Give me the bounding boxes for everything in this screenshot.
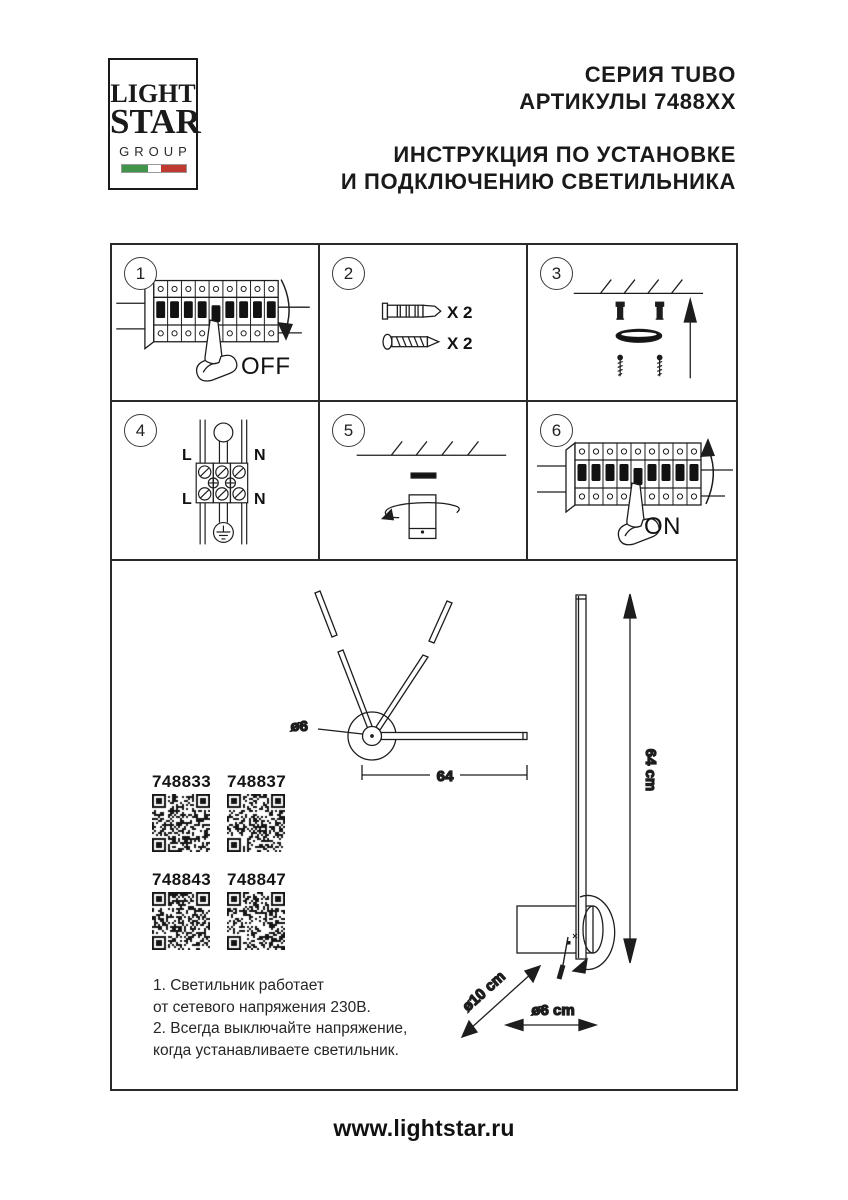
height-dimension	[624, 594, 636, 963]
horizontal-tube	[381, 733, 527, 740]
lamp-body-cylinder	[409, 495, 436, 539]
screw-qty-label: X 2	[447, 334, 473, 353]
technical-drawing-panel	[112, 561, 736, 1089]
qr-code	[227, 892, 285, 950]
height-label: 64 cm	[642, 748, 659, 792]
tube-length-label: 64	[436, 768, 454, 785]
terminal-block	[196, 463, 248, 503]
wall-anchor-icon	[383, 303, 441, 319]
step-5-attach-body	[320, 402, 528, 561]
step-2-fixings	[320, 245, 528, 402]
anchor-icons	[616, 302, 663, 319]
flag-green	[122, 165, 148, 172]
screw-icon	[383, 334, 439, 349]
screw-icons	[618, 355, 662, 376]
mount-width-label: ø6 cm	[531, 1002, 575, 1019]
qr-code	[152, 794, 210, 852]
terminal-l-bottom: L	[182, 491, 192, 508]
flag-white	[148, 165, 161, 172]
flag-red	[161, 165, 186, 172]
step-4-wiring	[112, 402, 320, 561]
note-line: 2. Всегда выключайте напряжение,	[153, 1020, 408, 1037]
qr-code	[227, 794, 285, 852]
lamp-symbol	[214, 423, 233, 442]
terminal-n-top: N	[254, 447, 266, 464]
bracket-bar	[411, 473, 436, 478]
articles-title: АРТИКУЛЫ 7488XX	[519, 89, 736, 114]
italian-flag-bar	[121, 164, 187, 173]
step-1-power-off	[112, 245, 320, 402]
step-number: 4	[135, 420, 146, 440]
step-number: 5	[343, 420, 354, 440]
article-number-748833: 748833	[152, 772, 212, 791]
step-number: 1	[135, 263, 146, 283]
terminal-n-bottom: N	[254, 491, 266, 508]
article-number-748847: 748847	[227, 870, 287, 889]
terminal-screws	[199, 466, 246, 500]
arrow-up-head	[700, 438, 715, 457]
step-number-badge	[332, 414, 365, 447]
rotation-arrow	[382, 503, 459, 520]
step-number: 3	[551, 263, 562, 283]
pivot-diameter-label: ø6	[290, 718, 308, 735]
header-titles	[341, 61, 736, 195]
mount-diameter-label: ø10 cm	[459, 968, 509, 1016]
step-number-badge	[124, 257, 157, 290]
article-number-748843: 748843	[152, 870, 212, 889]
safety-notes	[153, 975, 473, 1061]
mount-width-dimension	[506, 1020, 596, 1031]
website-url: www.lightstar.ru	[333, 1115, 515, 1141]
step-number: 6	[551, 420, 562, 440]
instruction-title-line2: И ПОДКЛЮЧЕНИЮ СВЕТИЛЬНИКА	[340, 169, 736, 194]
series-title: СЕРИЯ TUBO	[584, 62, 736, 87]
vertical-tube	[576, 595, 586, 959]
step-number-badge	[540, 257, 573, 290]
note-line: когда устанавливаете светильник.	[153, 1041, 399, 1059]
step-number-badge	[540, 414, 573, 447]
up-arrow	[684, 299, 696, 378]
lamp-front-view	[315, 591, 527, 760]
lamp-side-view	[517, 595, 615, 979]
terminal-l-top: L	[182, 447, 192, 464]
step-6-power-on	[528, 402, 736, 561]
ground-symbol	[214, 523, 234, 543]
logo-word-light: LIGHT	[110, 79, 196, 108]
on-label: ON	[644, 513, 681, 540]
lightstar-logo	[108, 58, 201, 190]
leader-line	[318, 729, 363, 734]
instruction-grid	[110, 243, 738, 1091]
anchor-qty-label: X 2	[447, 303, 473, 322]
note-line: 1. Светильник работает	[153, 977, 324, 994]
step-number-badge	[124, 414, 157, 447]
logo-word-group: GROUP	[119, 144, 192, 159]
off-label: OFF	[241, 353, 291, 380]
step-number-badge	[332, 257, 365, 290]
qr-code	[152, 892, 210, 950]
arrow-down-head	[277, 322, 293, 341]
article-number-748837: 748837	[227, 772, 287, 791]
logo-word-star: STAR	[110, 102, 201, 141]
step-3-mount-plate	[528, 245, 736, 402]
step-number: 2	[343, 263, 354, 283]
note-line: от сетевого напряжения 230В.	[153, 998, 371, 1016]
instruction-title-line1: ИНСТРУКЦИЯ ПО УСТАНОВКЕ	[393, 142, 736, 167]
mounting-plate	[616, 329, 661, 342]
